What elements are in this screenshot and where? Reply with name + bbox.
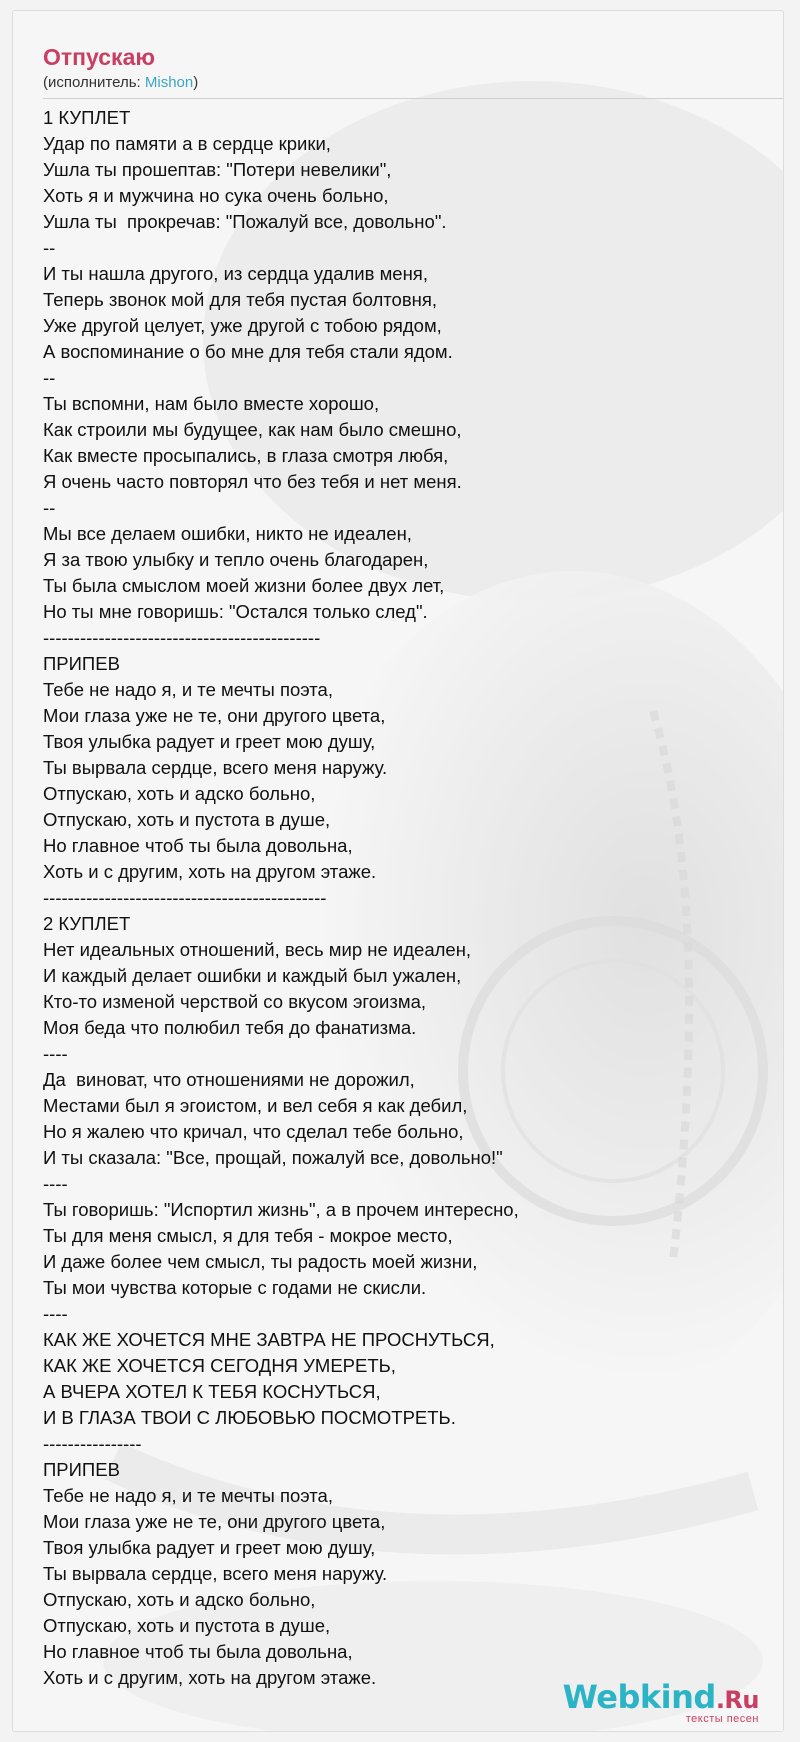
lyric-line: Ты мои чувства которые с годами не скисли. xyxy=(43,1277,427,1298)
lyric-line: Ты вспомни, нам было вместе хорошо, xyxy=(43,393,380,414)
lyric-line: И В ГЛАЗА ТВОИ С ЛЮБОВЬЮ ПОСМОТРЕТЬ. xyxy=(43,1407,456,1428)
lyric-line: Тебе не надо я, и те мечты поэта, xyxy=(43,679,333,700)
lyric-line: Ты вырвала сердце, всего меня наружу. xyxy=(43,757,388,778)
lyric-line: Отпускаю, хоть и адско больно, xyxy=(43,783,316,804)
lyric-line: Теперь звонок мой для тебя пустая болтовня, xyxy=(43,289,438,310)
lyric-line: ---- xyxy=(43,1043,68,1064)
lyric-line: Кто-то изменой черствой со вкусом эгоизма, xyxy=(43,991,427,1012)
lyric-line: И ты сказала: "Все, прощай, пожалуй все, довольно!" xyxy=(43,1147,503,1168)
lyric-line: Но главное чтоб ты была довольна, xyxy=(43,835,353,856)
lyric-line: Хоть и с другим, хоть на другом этаже. xyxy=(43,861,377,882)
lyric-line: Ушла ты прошептав: "Потери невелики", xyxy=(43,159,392,180)
lyric-line: ПРИПЕВ xyxy=(43,1459,120,1480)
lyric-line: Моя беда что полюбил тебя до фанатизма. xyxy=(43,1017,417,1038)
lyrics-text xyxy=(43,105,763,1691)
lyric-line: А воспоминание о бо мне для тебя стали ядом. xyxy=(43,341,453,362)
lyric-line: ---------------- xyxy=(43,1433,142,1454)
lyric-line: Хоть и с другим, хоть на другом этаже. xyxy=(43,1667,377,1688)
lyric-line: Твоя улыбка радует и греет мою душу, xyxy=(43,1537,376,1558)
lyric-line: Да виноват, что отношениями не дорожил, xyxy=(43,1069,415,1090)
artist-suffix: ) xyxy=(193,74,199,91)
lyric-line: Ты вырвала сердце, всего меня наружу. xyxy=(43,1563,388,1584)
song-title: Отпускаю xyxy=(43,44,156,70)
lyric-line: Мои глаза уже не те, они другого цвета, xyxy=(43,1511,386,1532)
lyric-line: Как вместе просыпались, в глаза смотря любя, xyxy=(43,445,449,466)
lyric-line: А ВЧЕРА ХОТЕЛ К ТЕБЯ КОСНУТЬСЯ, xyxy=(43,1381,381,1402)
logo-subtitle: тексты песен xyxy=(685,1713,759,1725)
lyric-line: Как строили мы будущее, как нам было смешно, xyxy=(43,419,462,440)
lyric-line: И даже более чем смысл, ты радость моей жизни, xyxy=(43,1251,478,1272)
lyric-line: ---- xyxy=(43,1173,68,1194)
lyric-line: Мои глаза уже не те, они другого цвета, xyxy=(43,705,386,726)
lyric-line: Отпускаю, хоть и пустота в душе, xyxy=(43,1615,331,1636)
lyric-line: Я за твою улыбку и тепло очень благодарен, xyxy=(43,549,429,570)
logo-tld: .Ru xyxy=(715,1686,759,1714)
lyric-line: Отпускаю, хоть и адско больно, xyxy=(43,1589,316,1610)
lyric-line: Но ты мне говоришь: "Остался только след". xyxy=(43,601,428,622)
lyric-line: Тебе не надо я, и те мечты поэта, xyxy=(43,1485,333,1506)
lyric-line: КАК ЖЕ ХОЧЕТСЯ МНЕ ЗАВТРА НЕ ПРОСНУТЬСЯ, xyxy=(43,1329,495,1350)
title-divider xyxy=(43,98,783,99)
lyric-line: И ты нашла другого, из сердца удалив меня, xyxy=(43,263,428,284)
lyric-line: Я очень часто повторял что без тебя и нет меня. xyxy=(43,471,462,492)
lyric-line: Отпускаю, хоть и пустота в душе, xyxy=(43,809,331,830)
lyric-line: --------------------------------------------- xyxy=(43,627,321,648)
lyric-line: 1 КУПЛЕТ xyxy=(43,107,131,128)
lyric-line: -- xyxy=(43,367,56,388)
lyric-line: 2 КУПЛЕТ xyxy=(43,913,131,934)
artist-line xyxy=(43,73,763,93)
site-logo[interactable] xyxy=(563,1680,759,1725)
lyrics-card xyxy=(12,10,784,1732)
lyric-line: Местами был я эгоистом, и вел себя я как дебил, xyxy=(43,1095,468,1116)
lyric-line: ПРИПЕВ xyxy=(43,653,120,674)
lyric-line: Хоть я и мужчина но сука очень больно, xyxy=(43,185,389,206)
artist-link[interactable]: Mishon xyxy=(144,74,194,91)
content xyxy=(43,43,763,1691)
lyric-line: ---------------------------------------------- xyxy=(43,887,327,908)
lyric-line: Но я жалею что кричал, что сделал тебе больно, xyxy=(43,1121,464,1142)
lyric-line: КАК ЖЕ ХОЧЕТСЯ СЕГОДНЯ УМЕРЕТЬ, xyxy=(43,1355,396,1376)
logo-wordmark xyxy=(563,1680,759,1717)
lyric-line: Ты говоришь: "Испортил жизнь", а в прочем интересно, xyxy=(43,1199,519,1220)
lyric-line: ---- xyxy=(43,1303,68,1324)
lyric-line: Ты была смыслом моей жизни более двух лет, xyxy=(43,575,445,596)
lyric-line: Но главное чтоб ты была довольна, xyxy=(43,1641,353,1662)
artist-prefix: (исполнитель: xyxy=(43,74,145,91)
lyric-line: -- xyxy=(43,497,56,518)
lyric-line: Твоя улыбка радует и греет мою душу, xyxy=(43,731,376,752)
lyric-line: Ушла ты прокречав: "Пожалуй все, довольно". xyxy=(43,211,447,232)
lyric-line: Нет идеальных отношений, весь мир не идеален, xyxy=(43,939,472,960)
lyric-line: -- xyxy=(43,237,56,258)
lyric-line: И каждый делает ошибки и каждый был ужален, xyxy=(43,965,462,986)
lyric-line: Мы все делаем ошибки, никто не идеален, xyxy=(43,523,412,544)
lyric-line: Ты для меня смысл, я для тебя - мокрое место, xyxy=(43,1225,453,1246)
logo-main-text: Webkind xyxy=(562,1678,716,1716)
lyric-line: Удар по памяти а в сердце крики, xyxy=(43,133,331,154)
lyric-line: Уже другой целует, уже другой с тобою рядом, xyxy=(43,315,442,336)
